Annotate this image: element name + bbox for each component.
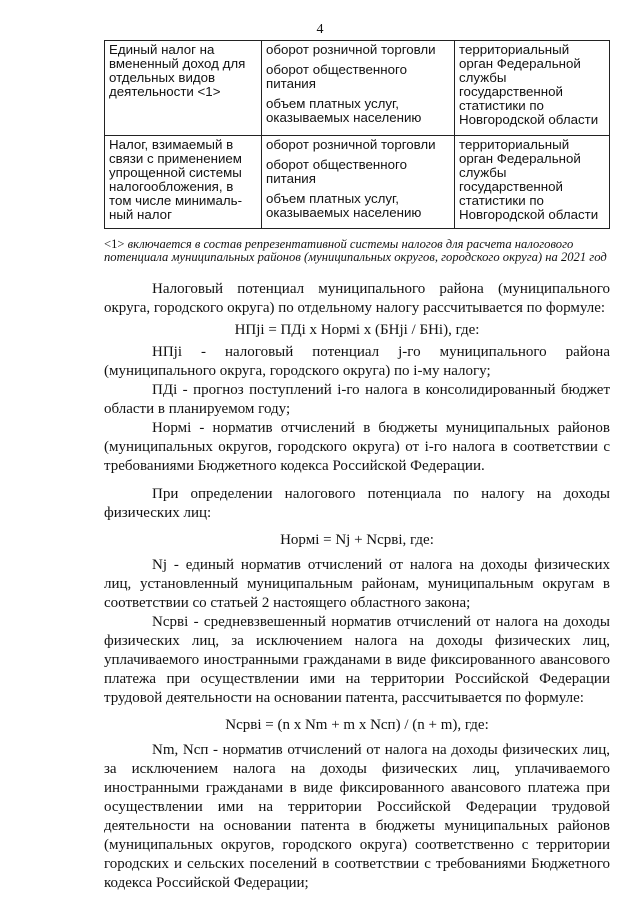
paragraph: При определении налогового потенциала по налогу на доходы физических лиц: — [104, 486, 610, 521]
table-cell-source: территориальный орган Федеральной службы государственной статистики по Новгородской области — [455, 136, 610, 229]
formula: Nсрвi = (n x Nm + m x Nсп) / (n + m), где: — [225, 717, 489, 733]
table-row — [105, 41, 610, 136]
indicator-item: оборот розничной торговли — [266, 137, 436, 152]
indicator-item: объем платных услуг, оказываемых населению — [266, 96, 422, 125]
paragraph: Нормi - норматив отчислений в бюджеты муниципальных районов (муниципальных округов, городского округа) от i-го налога в соответствии с требованиями Бюджетного кодекса Российской Федерации. — [104, 420, 610, 474]
paragraph: НПji - налоговый потенциал j-го муниципального района (муниципального округа, городского округа) по i-му налогу; — [104, 344, 610, 379]
table-cell-source: территориальный орган Федеральной службы государственной статистики по Новгородской области — [455, 41, 610, 136]
indicator-item: оборот общественного питания — [266, 62, 407, 91]
indicator-item: объем платных услуг, оказываемых населению — [266, 191, 422, 220]
footnote-text: включается в состав репрезентативной системы налогов для расчета налогового потенциала муниципальных районов (муниципальных округов, городского округа) на 2021 год — [104, 237, 607, 264]
tax-indicators-table — [104, 40, 610, 229]
table-row — [105, 136, 610, 229]
footnote — [104, 238, 610, 264]
formula: НПji = ПДi x Нормi x (БНji / БНi), где: — [234, 322, 480, 338]
indicator-item: оборот общественного питания — [266, 157, 407, 186]
table-cell-indicators — [262, 41, 455, 136]
indicator-item: оборот розничной торговли — [266, 42, 436, 57]
table-cell-indicators — [262, 136, 455, 229]
paragraph: Nm, Nсп - норматив отчислений от налога на доходы физических лиц, за исключением налога на доходы физических лиц, уплачиваемого иностранными гражданами в виде фиксированного авансового платежа при осуществлении ими на территории Российской Федерации трудовой деятельности на основании патента в бюджеты муниципальных районов (муниципальных округов, городского округа) соответственно с территории городских и сельских поселений в соответствии с требованиями Бюджетного кодекса Российской Федерации; — [104, 742, 610, 891]
paragraph: Nсрвi - средневзвешенный норматив отчислений от налога на доходы физических лиц, за исключением налога на доходы физических лиц, уплачиваемого иностранными гражданами в виде фиксированного авансового платежа при осуществлении ими на территории Российской Федерации трудовой деятельности на основании патента, рассчитывается по формуле: — [104, 614, 610, 706]
footnote-mark: <1> — [104, 237, 125, 251]
document-body — [104, 280, 610, 893]
paragraph: Налоговый потенциал муниципального района (муниципального округа, городского округа) по отдельному налогу рассчитывается по формуле: — [104, 281, 610, 316]
table-cell-tax: Налог, взимаемый в связи с применением упрощенной системы налогообложения, в том числе минималь-ный налог — [105, 136, 262, 229]
formula: Нормi = Nj + Nсрвi, где: — [280, 532, 434, 548]
table-cell-tax: Единый налог на вмененный доход для отдельных видов деятельности <1> — [105, 41, 262, 136]
paragraph: ПДi - прогноз поступлений i-го налога в консолидированный бюджет области в планируемом году; — [104, 382, 610, 417]
paragraph: Nj - единый норматив отчислений от налога на доходы физических лиц, установленный муниципальным районам, муниципальным округам в соответствии со статьей 2 настоящего областного закона; — [104, 557, 610, 611]
page-number: 4 — [316, 22, 324, 37]
